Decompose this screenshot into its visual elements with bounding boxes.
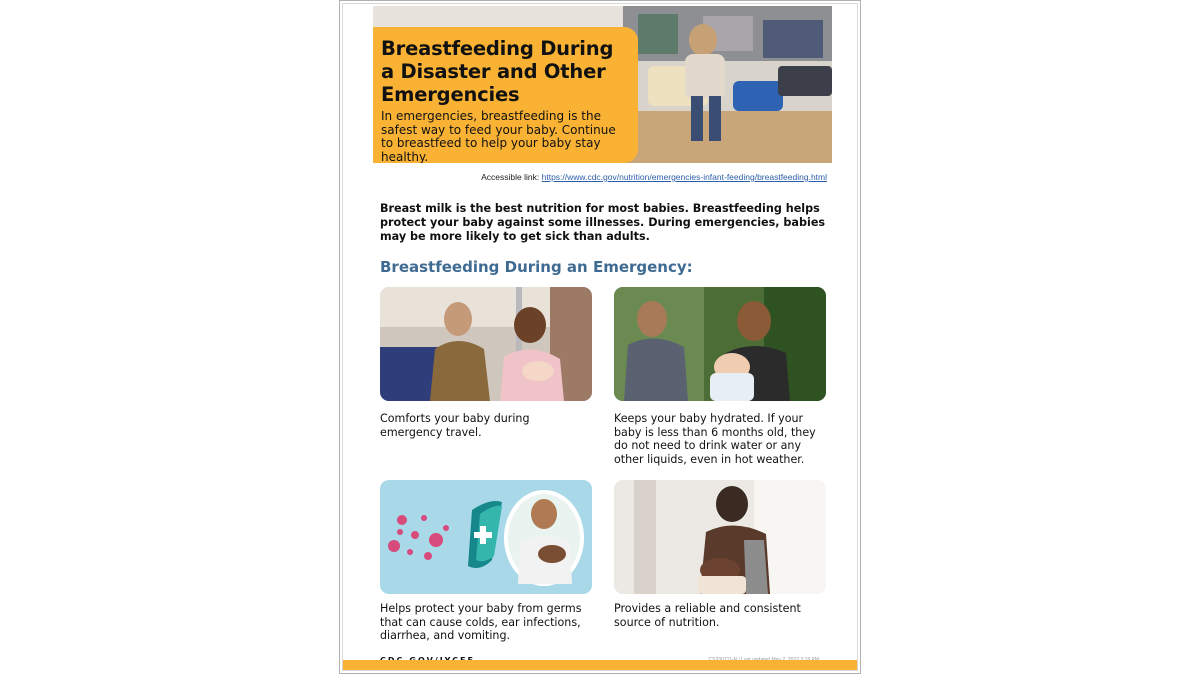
mothers-outdoors-photo — [614, 287, 826, 401]
hero-banner — [373, 6, 832, 163]
card-caption-protect: Helps protect your baby from germs that can cause colds, ear infections, diarrhea, and vomiting. — [380, 602, 582, 643]
card-caption-travel: Comforts your baby during emergency travel. — [380, 412, 530, 439]
document-page — [339, 0, 861, 674]
parents-on-train-photo — [380, 287, 592, 401]
section-heading: Breastfeeding During an Emergency: — [380, 258, 693, 276]
page-subtitle: In emergencies, breastfeeding is the safest way to feed your baby. Continue to breastfeed to help your baby stay healthy. — [381, 109, 616, 163]
page-title: Breastfeeding During a Disaster and Other Emergencies — [381, 37, 614, 106]
card-caption-nutrition: Provides a reliable and consistent source of nutrition. — [614, 602, 801, 629]
intro-paragraph: Breast milk is the best nutrition for most babies. Breastfeeding helps protect your baby against some illnesses. During emergencies, babies may be more likely to get sick than adults. — [380, 202, 826, 243]
page-border — [342, 3, 858, 671]
accessible-link-line — [343, 172, 827, 182]
germ-shield-illustration — [380, 480, 592, 594]
bottom-accent-bar — [343, 660, 857, 670]
card-caption-hydrated: Keeps your baby hydrated. If your baby is less than 6 months old, they do not need to drink water or any other liquids, even in hot weather. — [614, 412, 816, 466]
title-box — [373, 27, 638, 163]
accessible-link[interactable]: https://www.cdc.gov/nutrition/emergencies-infant-feeding/breastfeeding.html — [541, 172, 827, 182]
mother-by-window-photo — [614, 480, 826, 594]
accessible-link-label: Accessible link: — [481, 172, 540, 182]
